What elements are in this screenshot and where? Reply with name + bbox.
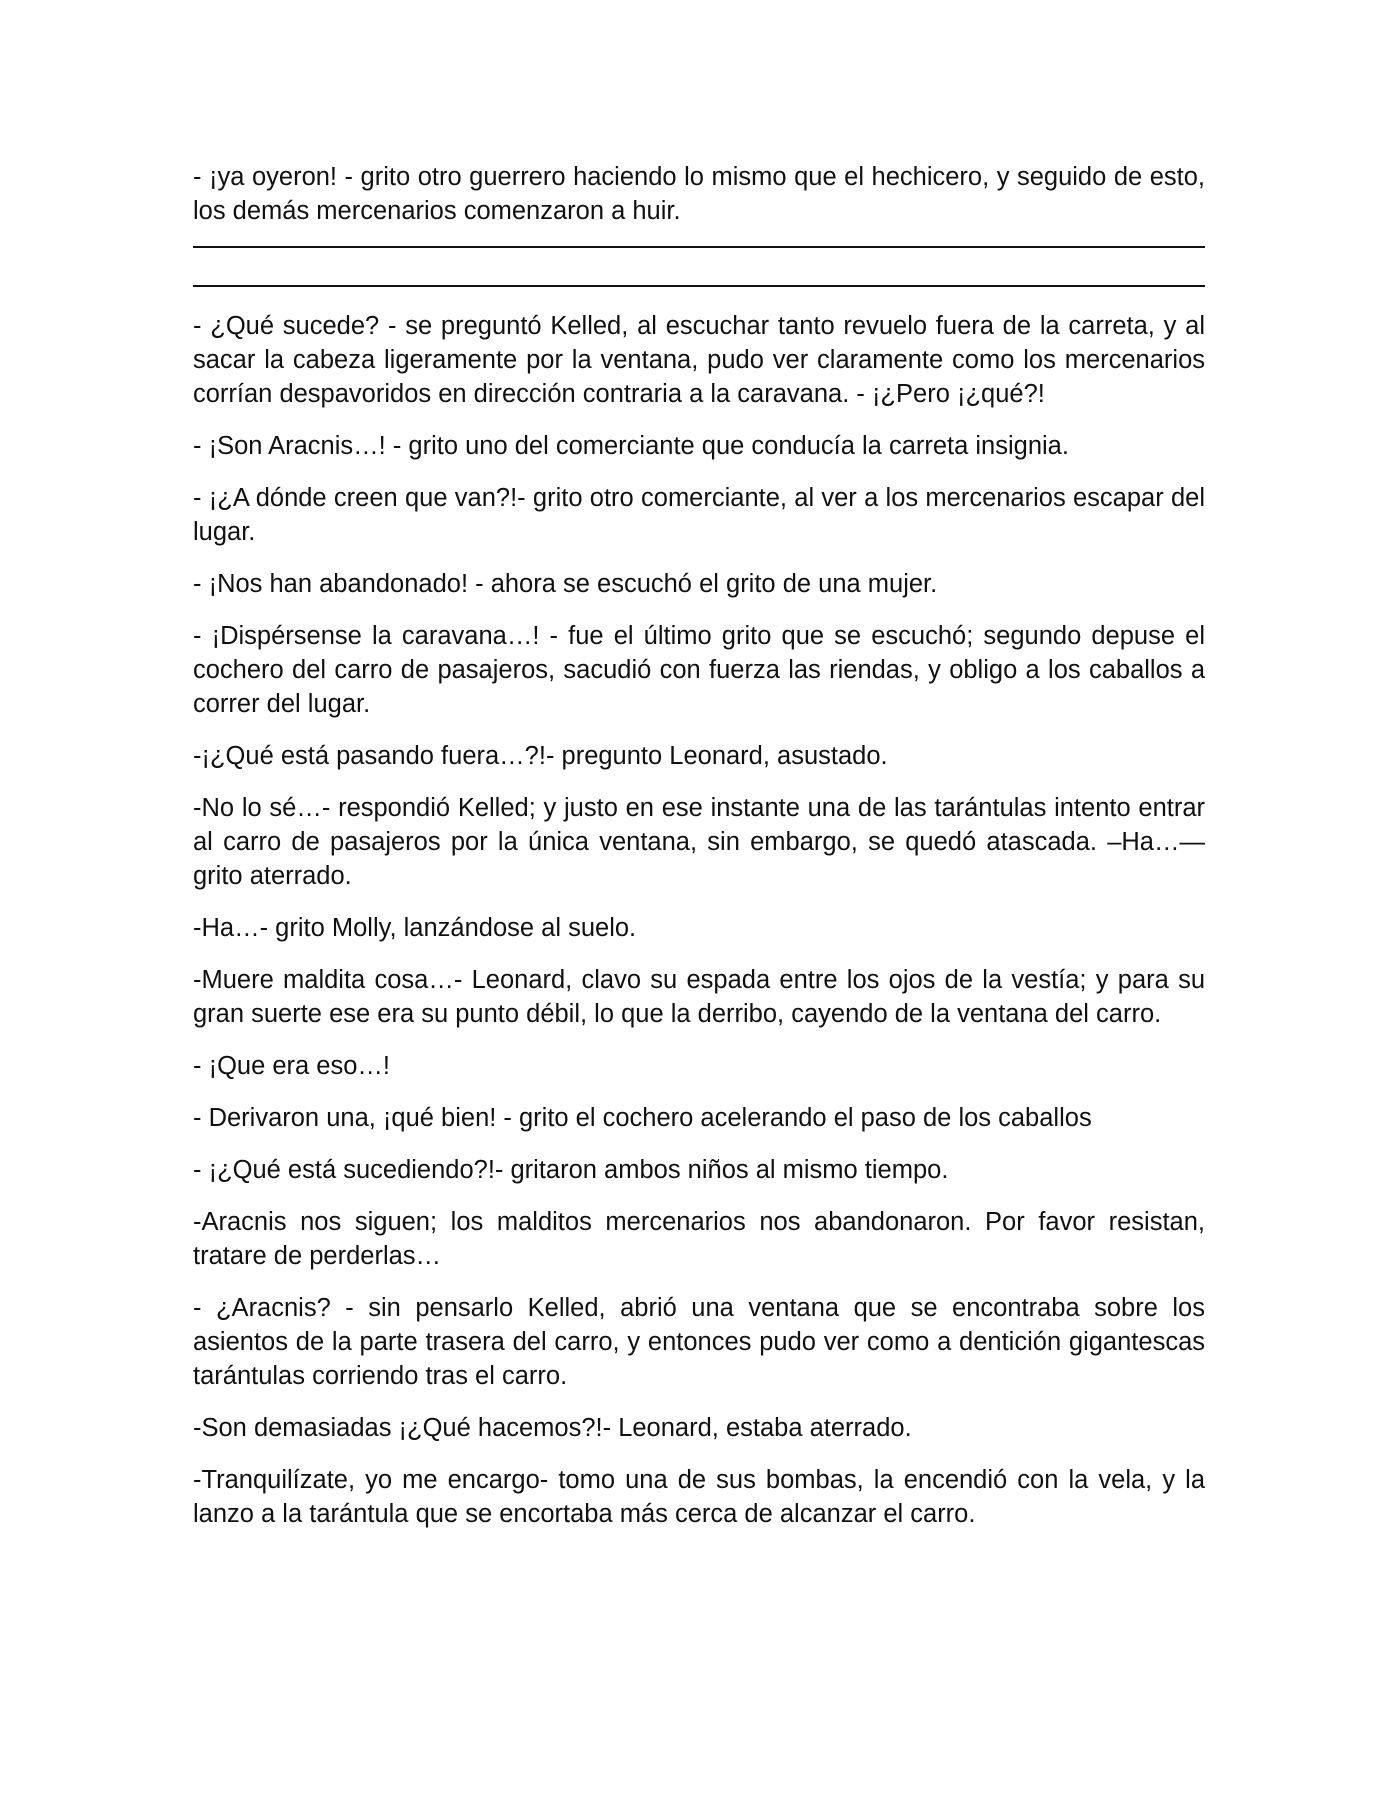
paragraph: - ¡¿A dónde creen que van?!- grito otro comerciante, al ver a los mercenarios escapar del lugar. xyxy=(193,484,1205,546)
paragraph: -Aracnis nos siguen; los malditos mercenarios nos abandonaron. Por favor resistan, tratare de perderlas… xyxy=(193,1208,1205,1270)
paragraph: - ¡Nos han abandonado! - ahora se escuchó el grito de una mujer. xyxy=(193,570,938,598)
page-body xyxy=(193,160,1205,1549)
paragraph: - ¿Aracnis? - sin pensarlo Kelled, abrió una ventana que se encontraba sobre los asientos de la parte trasera del carro, y entonces pudo ver como a dentición gigantescas tarántulas corriendo tras el carro. xyxy=(193,1294,1205,1390)
section-divider xyxy=(193,246,1205,287)
paragraph: - ¡¿Qué está sucediendo?!- gritaron ambos niños al mismo tiempo. xyxy=(193,1156,949,1184)
paragraph: - ¡Dispérsense la caravana…! - fue el último grito que se escuchó; segundo depuse el cochero del carro de pasajeros, sacudió con fuerza las riendas, y obligo a los caballos a correr del lugar. xyxy=(193,622,1205,718)
paragraph: - ¡Son Aracnis…! - grito uno del comerciante que conducía la carreta insignia. xyxy=(193,432,1069,460)
horizontal-rule xyxy=(193,285,1205,287)
paragraph: - ¡Que era eso…! xyxy=(193,1052,390,1080)
horizontal-rule xyxy=(193,246,1205,248)
paragraph: -Ha…- grito Molly, lanzándose al suelo. xyxy=(193,914,637,942)
paragraph: - Derivaron una, ¡qué bien! - grito el cochero acelerando el paso de los caballos xyxy=(193,1104,1092,1132)
paragraph: -No lo sé…- respondió Kelled; y justo en ese instante una de las tarántulas intento entrar al carro de pasajeros por la única ventana, sin embargo, se quedó atascada. –Ha…—grito aterrado. xyxy=(193,794,1205,890)
paragraph: - ¿Qué sucede? - se preguntó Kelled, al escuchar tanto revuelo fuera de la carreta, y al sacar la cabeza ligeramente por la ventana, pudo ver claramente como los mercenarios corrían despavoridos en dirección contraria a la caravana. - ¡¿Pero ¡¿qué?! xyxy=(193,312,1205,408)
paragraph: -¡¿Qué está pasando fuera…?!- pregunto Leonard, asustado. xyxy=(193,742,888,770)
paragraph: -Tranquilízate, yo me encargo- tomo una de sus bombas, la encendió con la vela, y la lanzo a la tarántula que se encortaba más cerca de alcanzar el carro. xyxy=(193,1466,1205,1528)
paragraph: -Muere maldita cosa…- Leonard, clavo su espada entre los ojos de la vestía; y para su gran suerte ese era su punto débil, lo que la derribo, cayendo de la ventana del carro. xyxy=(193,966,1205,1028)
paragraph: -Son demasiadas ¡¿Qué hacemos?!- Leonard, estaba aterrado. xyxy=(193,1414,912,1442)
paragraph: - ¡ya oyeron! - grito otro guerrero haciendo lo mismo que el hechicero, y seguido de esto, los demás mercenarios comenzaron a huir. xyxy=(193,163,1205,225)
